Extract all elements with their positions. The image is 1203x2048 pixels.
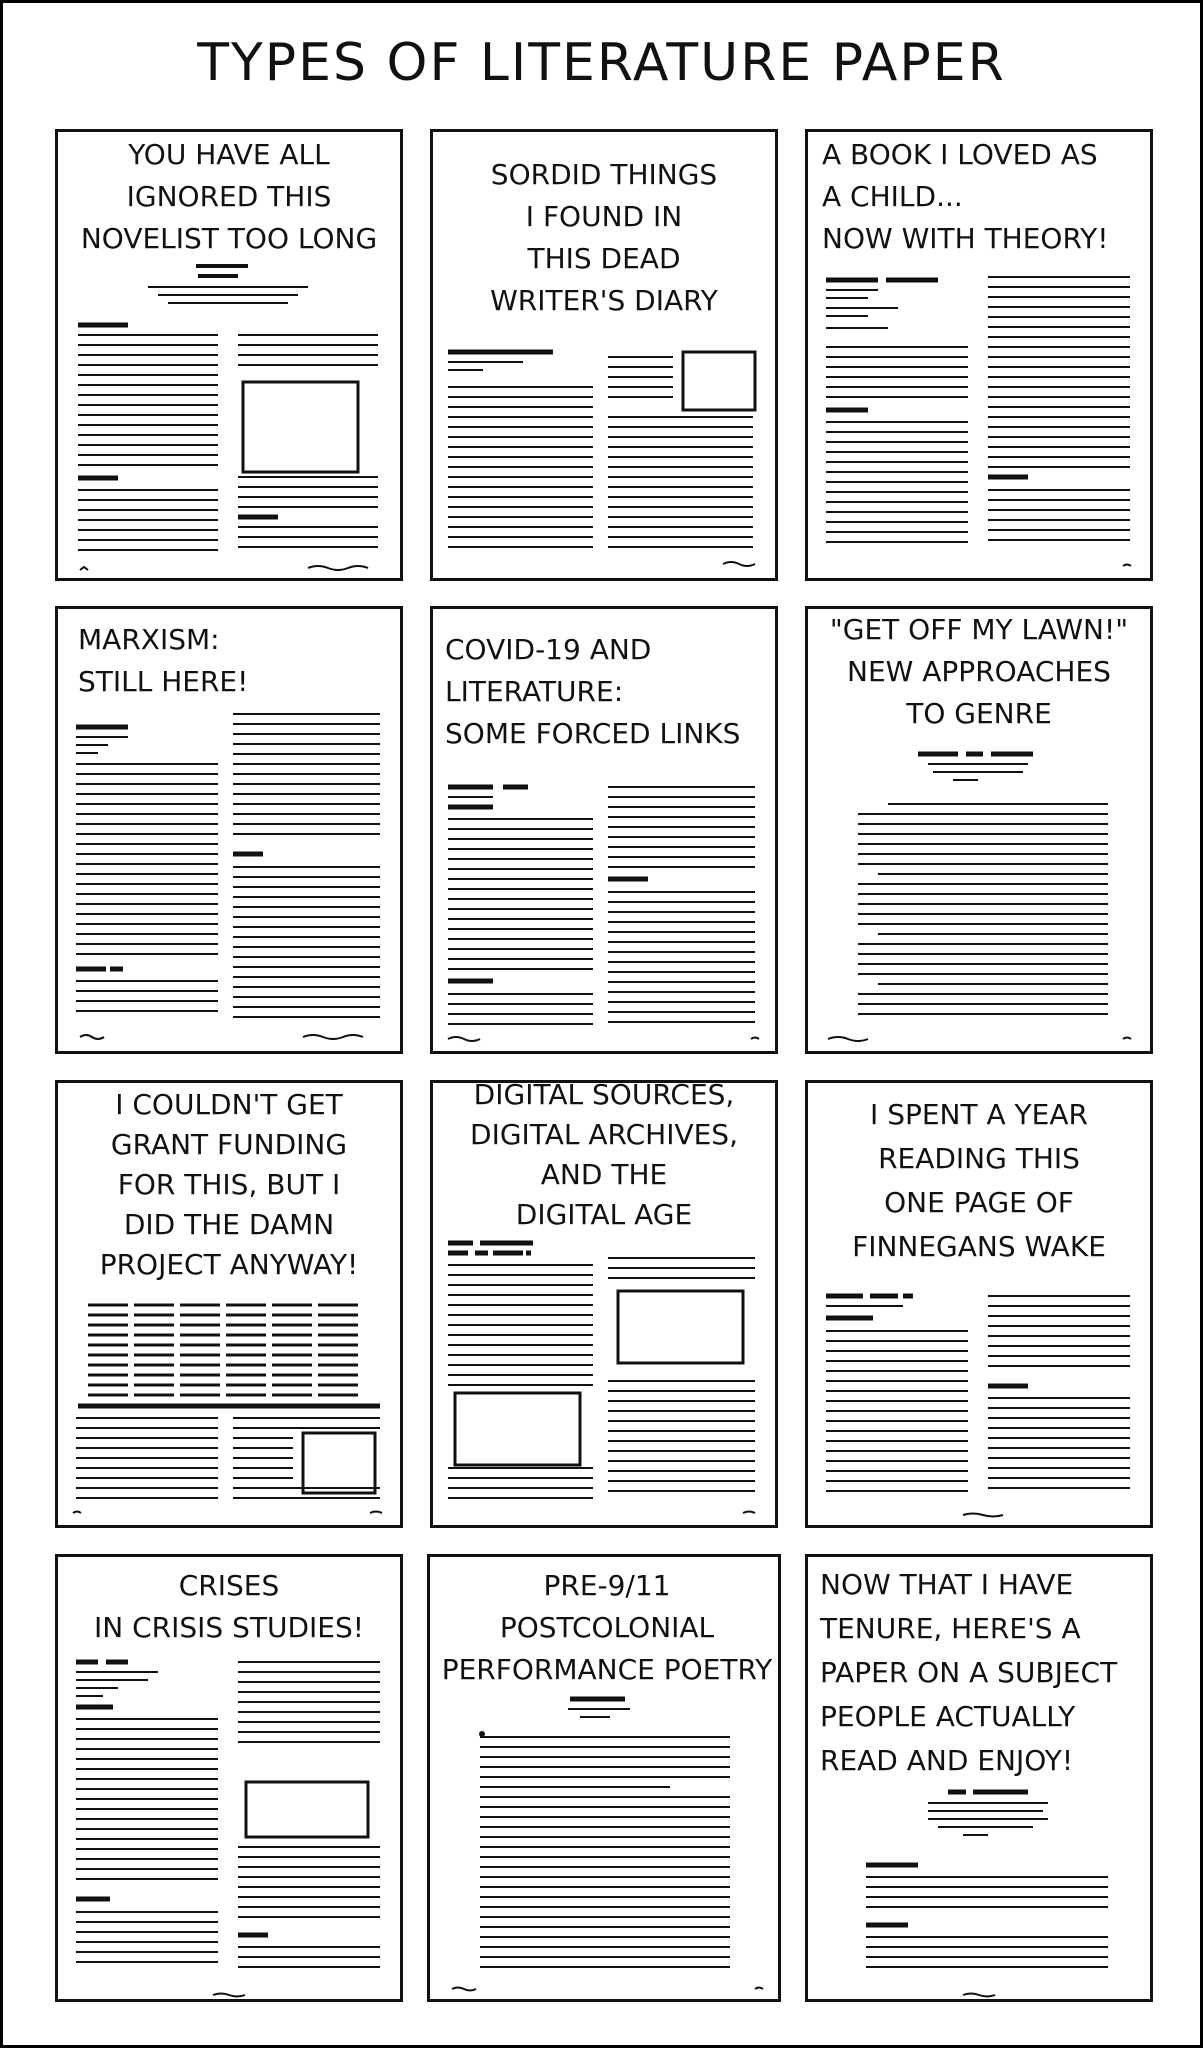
panel-title: I COULDN'T GET GRANT FUNDING FOR THIS, BUT I DID THE DAMN PROJECT ANYWAY! — [99, 1088, 359, 1281]
panel-tenure — [805, 1554, 1153, 2002]
panel-title: A BOOK I LOVED AS A CHILD... NOW WITH THEORY! — [822, 138, 1109, 255]
panel-title: DIGITAL SOURCES, DIGITAL ARCHIVES, AND THE DIGITAL AGE — [470, 1078, 738, 1231]
panel-postcolonial-poetry — [427, 1554, 781, 2002]
panel-title: MARXISM: STILL HERE! — [78, 623, 249, 698]
panel-title: PRE-9/11 POSTCOLONIAL PERFORMANCE POETRY — [441, 1569, 773, 1686]
panel-marxism — [55, 606, 403, 1054]
panel-title: COVID-19 AND LITERATURE: SOME FORCED LINKS — [445, 633, 741, 750]
panel-digital-age — [430, 1080, 778, 1528]
panel-title: I SPENT A YEAR READING THIS ONE PAGE OF FINNEGANS WAKE — [852, 1098, 1106, 1263]
panel-title: CRISES IN CRISIS STUDIES! — [94, 1569, 364, 1644]
panel-grant-funding — [55, 1080, 403, 1528]
panel-get-off-my-lawn — [805, 606, 1153, 1054]
panel-childhood-book — [805, 129, 1153, 581]
panel-crises — [55, 1554, 403, 2002]
comic-title: TYPES OF LITERATURE PAPER — [197, 33, 1006, 93]
panel-title: "GET OFF MY LAWN!" NEW APPROACHES TO GENRE — [829, 613, 1129, 730]
panel-covid-links — [430, 606, 778, 1054]
panel-finnegans-wake — [805, 1080, 1153, 1528]
panel-title: NOW THAT I HAVE TENURE, HERE'S A PAPER ON A SUBJECT PEOPLE ACTUALLY READ AND ENJOY! — [820, 1568, 1118, 1777]
panel-neglected-novelist — [55, 129, 403, 581]
panel-sordid-diary — [430, 129, 778, 581]
panel-title: SORDID THINGS I FOUND IN THIS DEAD WRITER'S DIARY — [490, 158, 718, 317]
panel-title: YOU HAVE ALL IGNORED THIS NOVELIST TOO LONG — [80, 138, 378, 255]
